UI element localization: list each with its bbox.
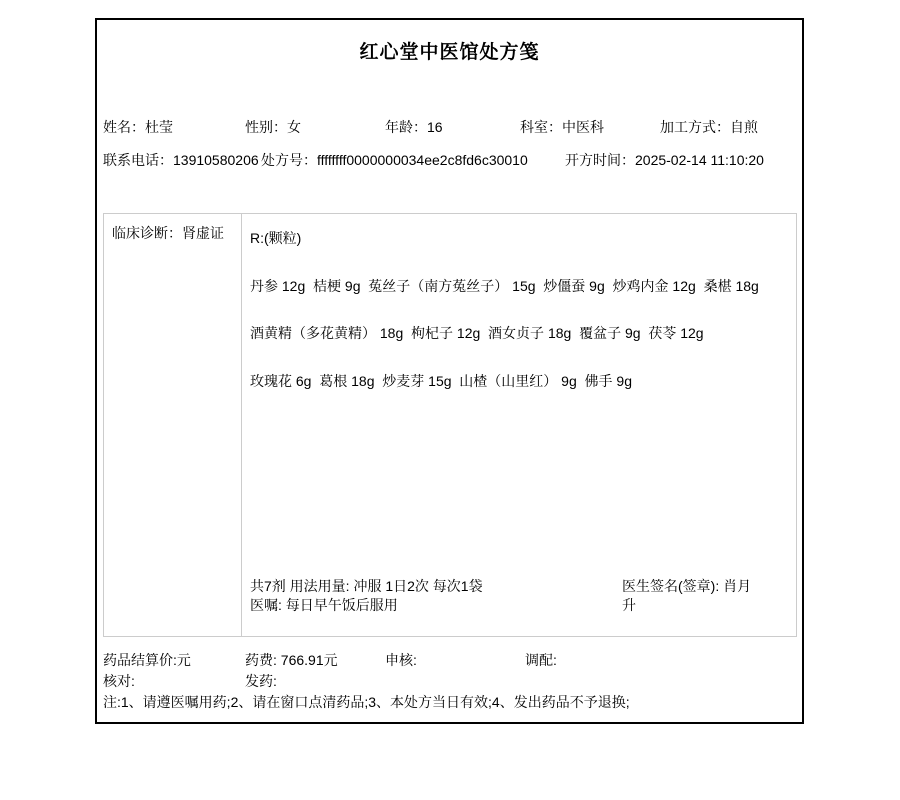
field-prescription-number	[261, 150, 528, 170]
age-value: 16	[427, 119, 443, 135]
issue-field: 发药:	[245, 673, 277, 689]
prescribe-time-label: 开方时间：	[565, 152, 635, 168]
gender-value: 女	[287, 119, 301, 135]
field-phone	[103, 150, 259, 170]
field-patient-name	[103, 117, 173, 137]
gender-label: 性别：	[245, 119, 287, 135]
processing-method-label: 加工方式：	[660, 119, 730, 135]
department-label: 科室：	[520, 119, 562, 135]
herb-line-1: 丹参 12g 桔梗 9g 菟丝子（南方菟丝子） 15g 炒僵蚕 9g 炒鸡内金 12g 桑椹 18g	[250, 278, 759, 294]
field-prescribe-time	[565, 150, 764, 170]
usage-block	[250, 577, 483, 615]
field-processing-method	[660, 117, 758, 137]
fee-field: 药费: 766.91元	[245, 652, 338, 668]
field-age	[385, 117, 443, 137]
prescribe-time-value: 2025-02-14 11:10:20	[635, 152, 764, 168]
settle-price-field: 药品结算价:元	[103, 652, 191, 668]
check-field: 核对:	[103, 673, 135, 689]
patient-name-value: 杜莹	[145, 119, 173, 135]
vertical-divider	[241, 214, 242, 636]
footer-note: 注:1、请遵医嘱用药;2、请在窗口点清药品;3、本处方当日有效;4、发出药品不予退换;	[103, 694, 630, 710]
herb-line-2: 酒黄精（多花黄精） 18g 枸杞子 12g 酒女贞子 18g 覆盆子 9g 茯苓 12g	[250, 325, 704, 341]
herb-line-3: 玫瑰花 6g 葛根 18g 炒麦芽 15g 山楂（山里红） 9g 佛手 9g	[250, 373, 632, 389]
phone-label: 联系电话：	[103, 152, 173, 168]
prescription-number-label: 处方号：	[261, 152, 317, 168]
usage-dosage-line: 共7剂 用法用量: 冲服 1日2次 每次1袋	[250, 578, 483, 594]
processing-method-value: 自煎	[730, 119, 758, 135]
review-field: 申核:	[385, 652, 417, 668]
dispense-field: 调配:	[525, 652, 557, 668]
doctor-advice-line: 医嘱: 每日早午饭后服用	[250, 597, 398, 613]
patient-name-label: 姓名：	[103, 119, 145, 135]
rx-header: R:(颗粒)	[250, 230, 302, 246]
age-label: 年龄：	[385, 119, 427, 135]
diagnosis-value: 肾虚证	[182, 225, 224, 241]
phone-value: 13910580206	[173, 152, 259, 168]
department-value: 中医科	[562, 119, 604, 135]
field-department	[520, 117, 604, 137]
diagnosis-label: 临床诊断：	[112, 225, 182, 241]
field-gender	[245, 117, 301, 137]
page-title: 红心堂中医馆处方笺	[359, 42, 540, 63]
doctor-signature: 医生签名(签章): 肖月升	[622, 578, 752, 613]
prescription-number-value: ffffffff0000000034ee2c8fd6c30010	[317, 152, 528, 168]
field-diagnosis	[112, 223, 224, 243]
